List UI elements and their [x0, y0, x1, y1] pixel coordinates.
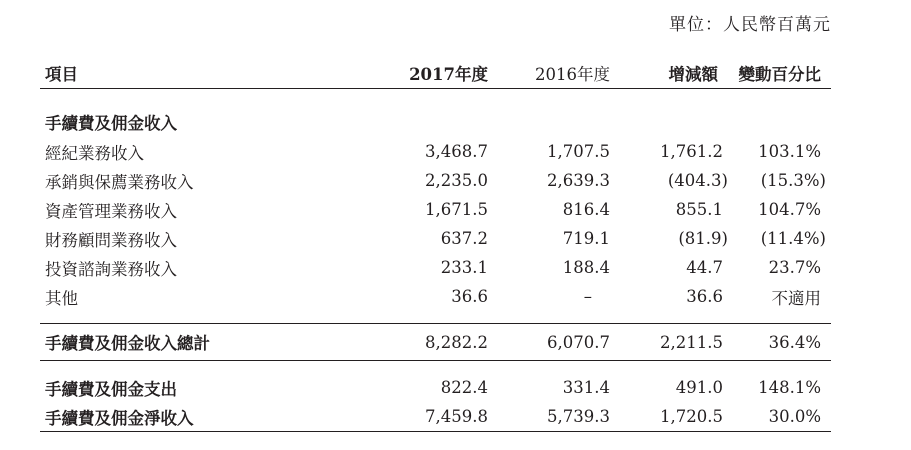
cell-2016: – [583, 287, 592, 306]
cell-pct: (15.3%) [760, 171, 826, 190]
cell-change: 36.6 [686, 287, 723, 306]
net-pct: 30.0% [728, 402, 831, 432]
total-row [40, 324, 831, 361]
cell-2016: 188.4 [562, 258, 610, 277]
cell-2017: 637.2 [440, 229, 488, 248]
row-label: 經紀業務收入 [45, 143, 144, 163]
header-change: 增減額 [668, 65, 718, 84]
section-title: 手續費及佣金收入 [45, 114, 177, 133]
header-pct: 變動百分比 [738, 65, 821, 84]
cell-pct: 103.1% [758, 142, 821, 161]
total-2017: 8,282.2 [340, 324, 488, 361]
table-row [40, 137, 831, 166]
header-2017: 2017年度 [409, 65, 488, 84]
row-label: 承銷與保薦業務收入 [45, 172, 194, 192]
total-change: 2,211.5 [610, 324, 728, 361]
net-2017: 7,459.8 [340, 402, 488, 432]
cell-change: 44.7 [686, 258, 723, 277]
net-row [40, 402, 831, 432]
cell-2016: 2,639.3 [547, 171, 610, 190]
row-label: 資產管理業務收入 [45, 201, 177, 221]
cell-2017: 233.1 [440, 258, 488, 277]
row-label: 財務顧問業務收入 [45, 230, 177, 250]
cell-2016: 719.1 [562, 229, 610, 248]
header-2016: 2016年度 [535, 65, 610, 84]
net-2016: 5,739.3 [488, 402, 610, 432]
total-label: 手續費及佣金收入總計 [40, 324, 340, 361]
cell-2017: 2,235.0 [425, 171, 488, 190]
cell-2017: 3,468.7 [425, 142, 488, 161]
row-label: 投資諮詢業務收入 [45, 259, 177, 279]
cell-2017: 36.6 [451, 287, 488, 306]
cell-2016: 816.4 [562, 200, 610, 219]
row-label: 其他 [45, 288, 78, 308]
table-header-row [40, 58, 831, 89]
table-row [40, 253, 831, 282]
section-title-row [40, 101, 831, 137]
cell-pct: 104.7% [758, 200, 821, 219]
table-row [40, 166, 831, 195]
header-item: 項目 [45, 65, 78, 84]
expense-change: 491.0 [675, 378, 723, 397]
fee-commission-table [40, 58, 831, 432]
table-row [40, 282, 831, 311]
net-change: 1,720.5 [610, 402, 728, 432]
unit-note: 單位：人民幣百萬元 [669, 15, 831, 35]
expense-2017: 822.4 [440, 378, 488, 397]
total-pct: 36.4% [728, 324, 831, 361]
cell-change: 1,761.2 [660, 142, 723, 161]
cell-pct: 23.7% [768, 258, 821, 277]
cell-2017: 1,671.5 [425, 200, 488, 219]
cell-pct: 不適用 [771, 288, 821, 308]
cell-change: 855.1 [675, 200, 723, 219]
cell-change: (81.9) [678, 229, 728, 248]
expense-row [40, 373, 831, 402]
expense-pct: 148.1% [758, 378, 821, 397]
total-2016: 6,070.7 [488, 324, 610, 361]
table-row [40, 195, 831, 224]
cell-pct: (11.4%) [760, 229, 826, 248]
table-row [40, 224, 831, 253]
cell-2016: 1,707.5 [547, 142, 610, 161]
expense-label: 手續費及佣金支出 [45, 379, 177, 399]
cell-change: (404.3) [667, 171, 728, 190]
expense-2016: 331.4 [562, 378, 610, 397]
net-label: 手續費及佣金淨收入 [40, 402, 340, 432]
